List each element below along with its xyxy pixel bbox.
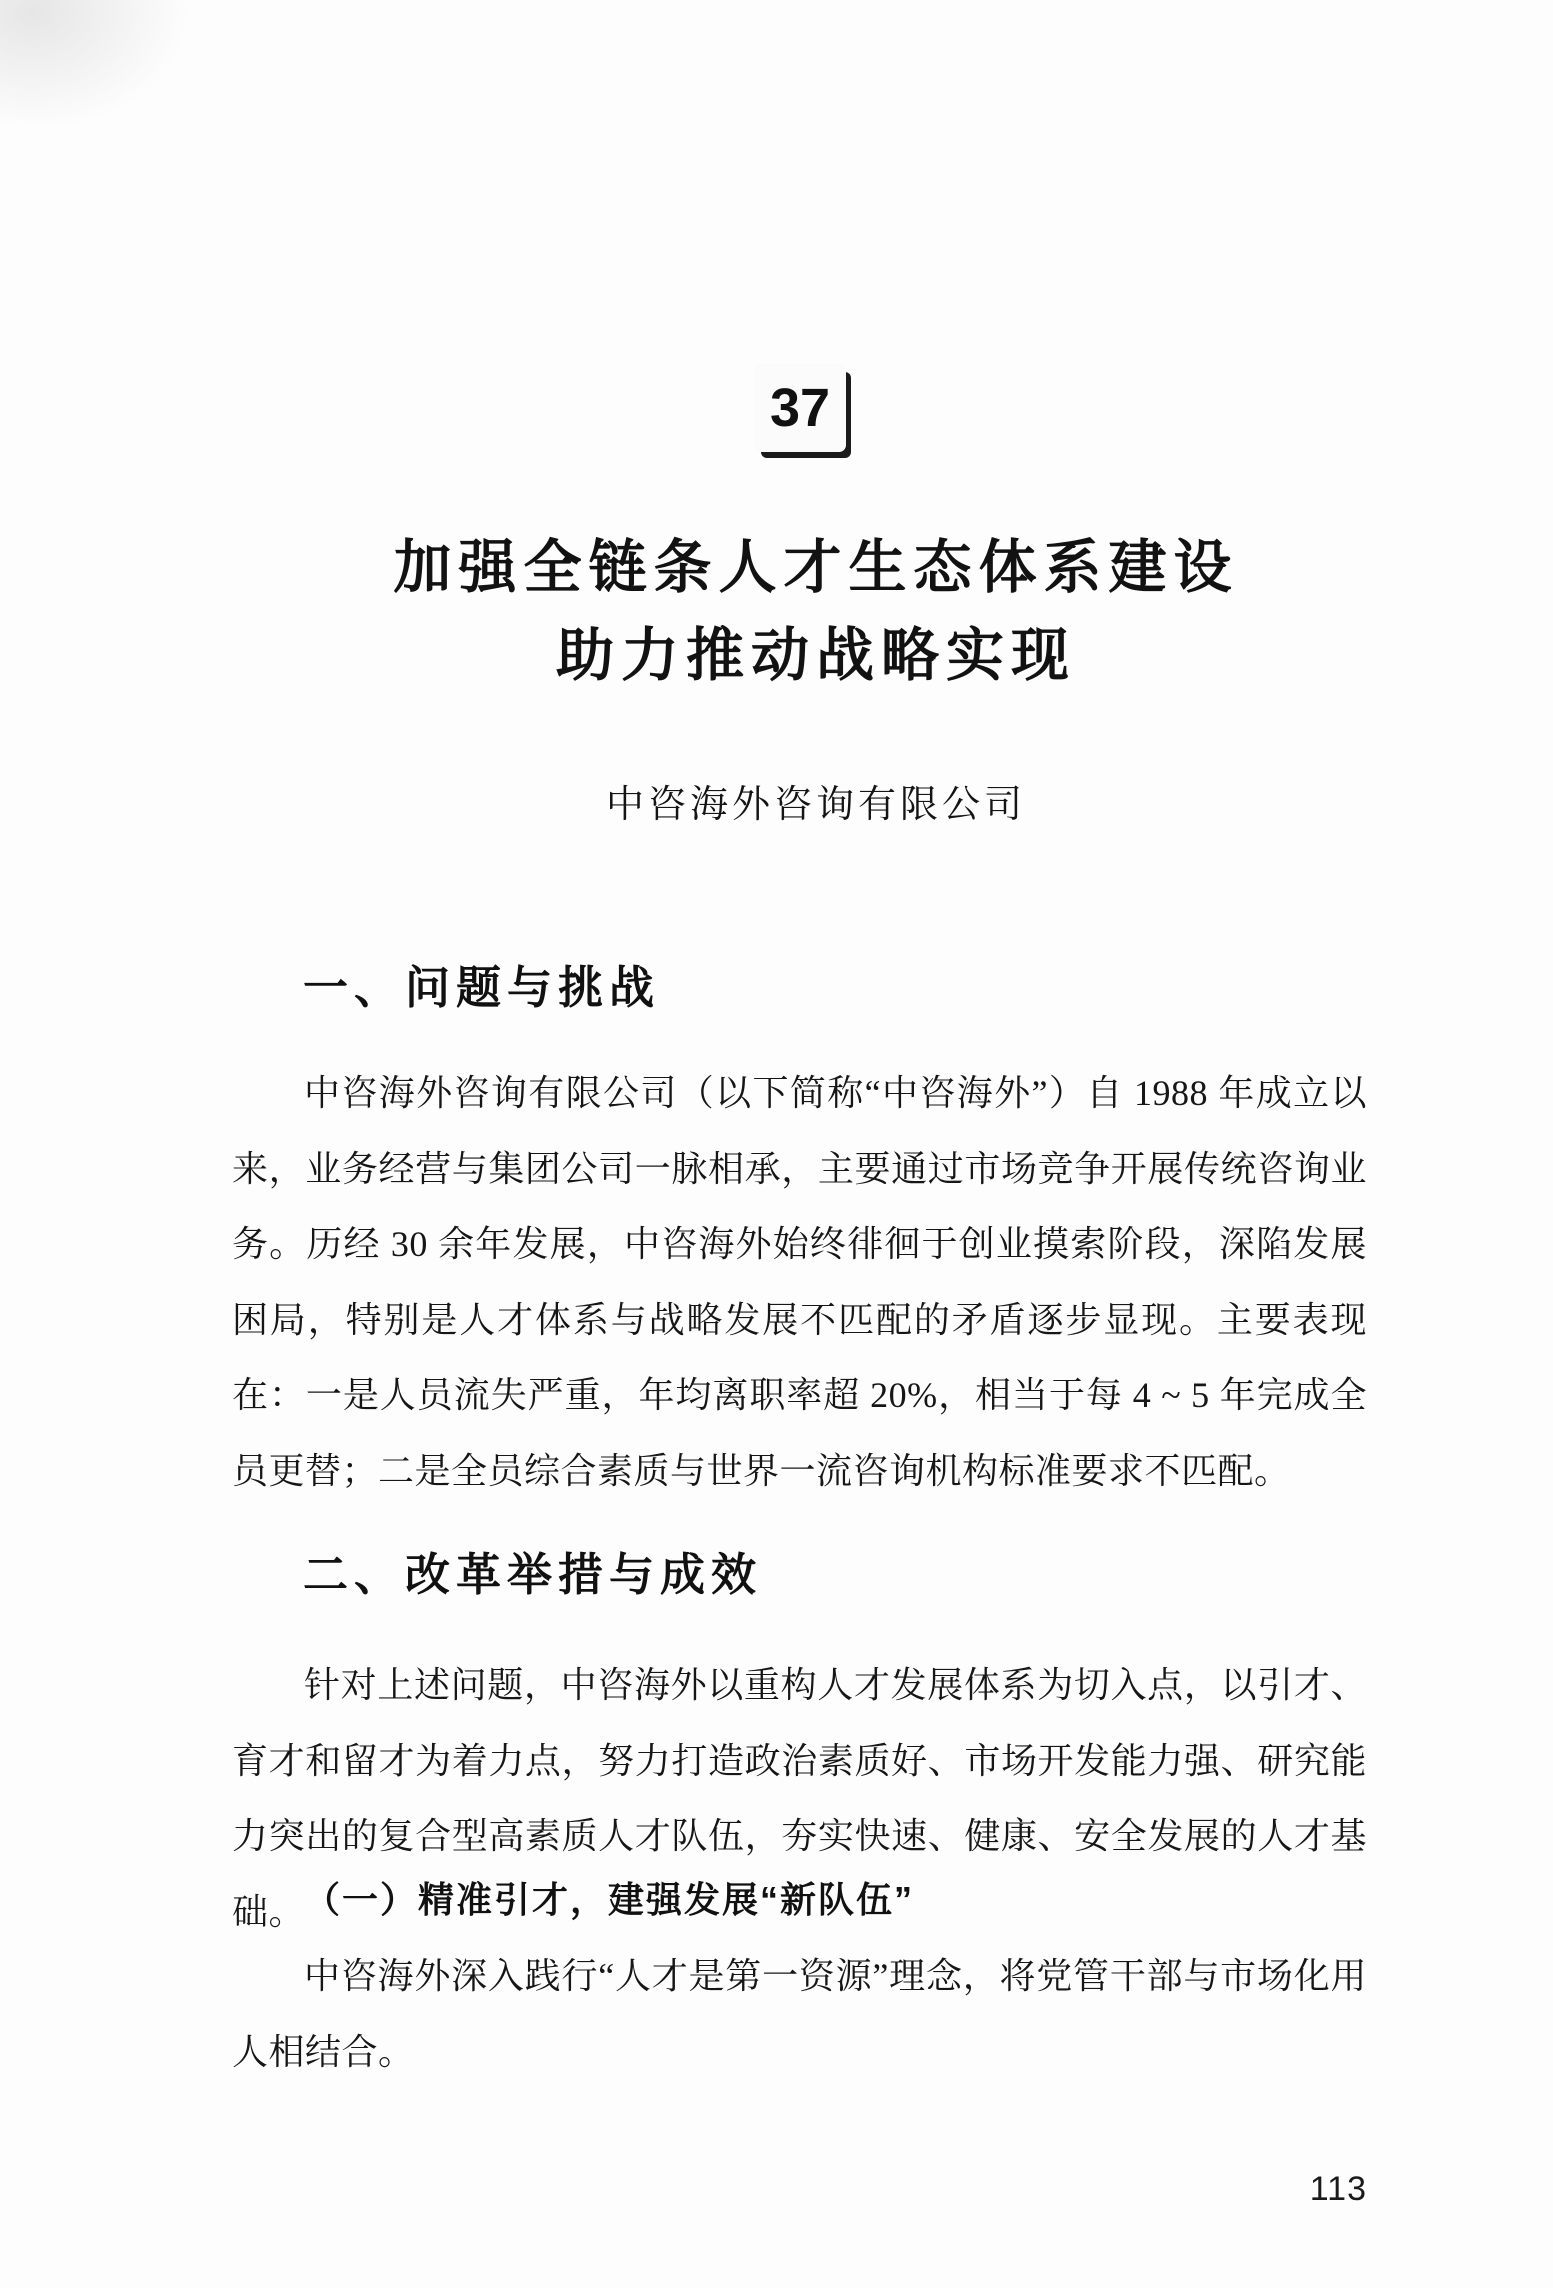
title-line-1: 加强全链条人才生态体系建设 [393,535,1239,600]
title-line-2: 助力推动战略实现 [555,623,1076,688]
body-column [232,0,1367,2288]
paragraph-reform-intro: 针对上述问题，中咨海外以重构人才发展体系为切入点，以引才、育才和留才为着力点，努力打造政治素质好、市场开发能力强、研究能力突出的复合型高素质人才队伍，夯实快速、健康、安全发展的人才基础。 [232,1665,1367,1932]
scan-artifact [0,0,190,130]
page-number: 113 [1309,2170,1367,2208]
section-heading-problems: 一、问题与挑战 [303,962,661,1013]
paragraph-problems: 中咨海外咨询有限公司（以下简称“中咨海外”）自 1988 年成立以来，业务经营与集团公司一脉相承，主要通过市场竞争开展传统咨询业务。历经 30 余年发展，中咨海外始终徘徊于创业摸索阶段，深陷发展困局，特别是人才体系与战略发展不匹配的矛盾逐步显现。主要表现在：一是人员流失严重，年均离职率超 20%，相当于每 4 ~ 5 年完成全员更替；二是全员综合素质与世界一流咨询机构标准要求不匹配。 [232,1073,1367,1491]
chapter-number: 37 [769,378,831,438]
subsection-heading-1: （一）精准引才，建强发展“新队伍” [304,1879,915,1920]
section-heading-reform: 二、改革举措与成效 [303,1549,763,1600]
author-line: 中咨海外咨询有限公司 [605,784,1026,826]
paragraph-subsection-1: 中咨海外深入践行“人才是第一资源”理念，将党管干部与市场化用人相结合。 [232,1956,1367,2072]
